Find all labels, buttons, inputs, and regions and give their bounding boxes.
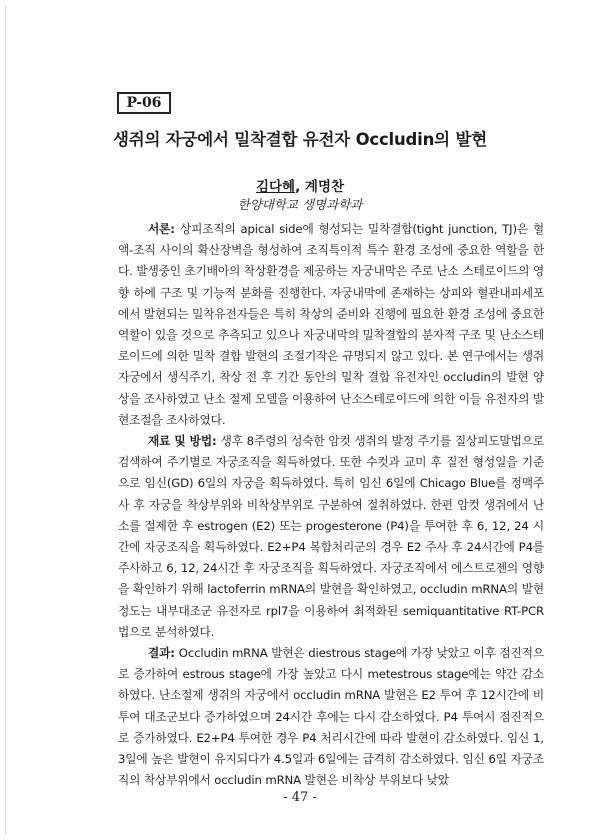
- section-text: 생후 8주령의 성숙한 암컷 생쥐의 발정 주기를 질상피도말법으로 검색하여 주기별로 자궁조직을 획득하였다. 또한 수컷과 교미 후 질전 형성일을 기준으로 임신(GD) 6일의 자궁을 획득하였다. 특히 임신 6일에 Chicago Blue를 정맥주사 후 자궁을 착상부위와 비착상부위로 구분하여 절취하였다. 한편 암컷 생쥐에서 난소를 절제한 후 estrogen (E2) 또는 progesterone (P4)을 투여한 후 6, 12, 24 시간에 자궁조직을 획득하였다. E2+P4 복합처리군의 경우 E2 주사 후 24시간에 P4를 주사하고 6, 12, 24시간 후 자궁조직을 획득하였다. 자궁조직에서 에스트로젠의 영향을 확인하기 위해 lactoferrin mRNA의 발현을 확인하였고, occludin mRNA의 발현정도는 내부대조군 유전자로 rpl7을 이용하여 최적화된 semiquantitative RT-PCR법으로 분석하였다.: [118, 434, 544, 639]
- page-number: - 47 -: [283, 790, 317, 805]
- section-introduction: [118, 219, 544, 431]
- presenting-author: 김다혜: [255, 179, 296, 195]
- label-colon: :: [211, 434, 221, 449]
- section-methods: [118, 431, 544, 643]
- co-author: 계명찬: [304, 179, 345, 195]
- abstract-code: P-06: [126, 95, 162, 111]
- author-line: [0, 175, 600, 195]
- abstract-body: [118, 219, 544, 791]
- section-results: [118, 643, 544, 791]
- section-label: 결과: [148, 646, 171, 661]
- affiliation: 한양대학교 생명과학과: [237, 197, 363, 212]
- label-colon: :: [170, 646, 179, 661]
- section-label: 서론: [148, 222, 171, 236]
- author-separator: ,: [295, 179, 305, 195]
- section-text: Occludin mRNA 발현은 diestrous stage에 가장 낮았고 이후 점진적으로 증가하여 estrous stage에 가장 높았고 다시 metestrous stage에는 약간 감소하였다. 난소절제 생쥐의 자궁에서 occludin mRNA 발현은 E2 투여 후 12시간에 비투여 대조군보다 증가하였으며 24시간 후에는 다시 감소하였다. P4 투여시 점진적으로 증가하였다. E2+P4 투여한 경우 P4 처리시간에 따라 발현이 감소하였다. 임신 1, 3일에 높은 발현이 유지되다가 4.5일과 6일에는 급격히 감소하였다. 임신 6일 자궁조직의 착상부위에서 occludin mRNA 발현은 비착상 부위보다 낮았: [118, 646, 544, 788]
- abstract-code-box: [117, 92, 171, 114]
- section-text: 상피조직의 apical side에 형성되는 밀착결합(tight junction, TJ)은 혈액-조직 사이의 확산장벽을 형성하여 조직특이적 특수 환경 조성에 중요한 역할을 한다. 발생중인 초기배아의 착상환경을 제공하는 자궁내막은 주로 난소 스테로이드의 영향 하에 구조 및 기능적 분화를 진행한다. 자궁내막에 존재하는 상피와 혈관내피세포에서 발현되는 밀착유전자들은 특히 착상의 준비와 진행에 필요한 환경 조성에 중요한 역할이 있을 것으로 추측되고 있으나 자궁내막의 밀착결합의 분자적 구조 및 난소스테로이드에 의한 밀착 결합 발현의 조절기작은 규명되지 않고 있다. 본 연구에서는 생쥐 자궁에서 생식주기, 착상 전 후 기간 동안의 밀착 결합 유전자인 occludin의 발현 양상을 조사하였고 난소 절제 모델을 이용하여 난소스테로이드에 의한 이들 유전자의 발현조절을 조사하였다.: [118, 222, 544, 427]
- paper-title: 생쥐의 자궁에서 밀착결합 유전자 Occludin의 발현: [113, 130, 487, 149]
- section-label: 재료 및 방법: [148, 434, 212, 449]
- label-colon: :: [170, 222, 180, 236]
